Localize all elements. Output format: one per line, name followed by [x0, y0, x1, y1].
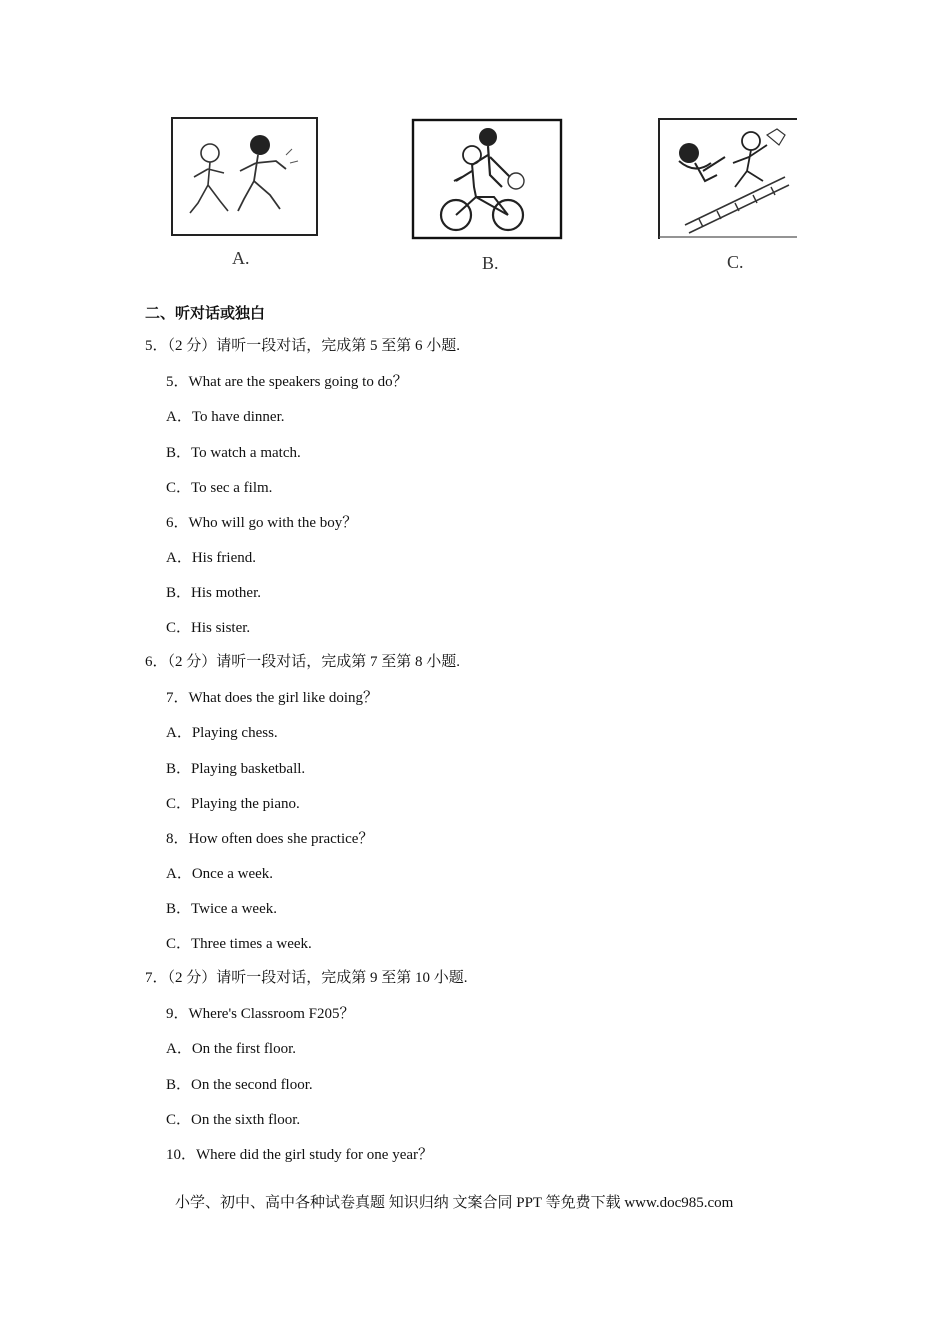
- question-stem-7: 7．What does the girl like doing？: [166, 690, 379, 706]
- option-5a[interactable]: A．To have dinner.: [166, 409, 285, 425]
- picture-c-label: C.: [727, 252, 744, 272]
- option-7b[interactable]: B．Playing basketball.: [166, 761, 306, 777]
- question-stem-6: 6．Who will go with the boy？: [166, 515, 358, 531]
- section-title: 二、听对话或独白: [145, 304, 266, 322]
- question-stem-5: 5．What are the speakers going to do？: [166, 374, 408, 390]
- option-8a[interactable]: A．Once a week.: [166, 866, 274, 882]
- option-8c[interactable]: C．Three times a week.: [166, 936, 312, 952]
- question-stem-10: 10．Where did the girl study for one year？: [166, 1147, 434, 1163]
- picture-a-label: A.: [232, 248, 250, 268]
- picture-b-label: B.: [482, 253, 499, 273]
- option-6c[interactable]: C．His sister.: [166, 620, 251, 636]
- question-header-6: 6．（2 分）请听一段对话，完成第 7 至第 8 小题.: [145, 654, 461, 670]
- picture-c: [655, 115, 800, 241]
- question-header-5: 5．（2 分）请听一段对话，完成第 5 至第 6 小题.: [145, 338, 461, 354]
- picture-b: [410, 117, 564, 243]
- option-9a[interactable]: A．On the first floor.: [166, 1041, 296, 1057]
- option-6b[interactable]: B．His mother.: [166, 585, 262, 601]
- question-header-7: 7．（2 分）请听一段对话，完成第 9 至第 10 小题.: [145, 970, 468, 986]
- picture-a: [168, 115, 320, 239]
- option-5b[interactable]: B．To watch a match.: [166, 445, 301, 461]
- option-8b[interactable]: B．Twice a week.: [166, 901, 277, 917]
- option-9c[interactable]: C．On the sixth floor.: [166, 1112, 301, 1128]
- option-7a[interactable]: A．Playing chess.: [166, 725, 278, 741]
- question-stem-9: 9．Where's Classroom F205？: [166, 1006, 355, 1022]
- option-7c[interactable]: C．Playing the piano.: [166, 796, 300, 812]
- option-6a[interactable]: A．His friend.: [166, 550, 256, 566]
- page-footer: 小学、初中、高中各种试卷真题 知识归纳 文案合同 PPT 等免费下载 www.doc985.com: [175, 1195, 734, 1211]
- question-stem-8: 8．How often does she practice？: [166, 831, 374, 847]
- option-5c[interactable]: C．To sec a film.: [166, 480, 273, 496]
- option-9b[interactable]: B．On the second floor.: [166, 1077, 313, 1093]
